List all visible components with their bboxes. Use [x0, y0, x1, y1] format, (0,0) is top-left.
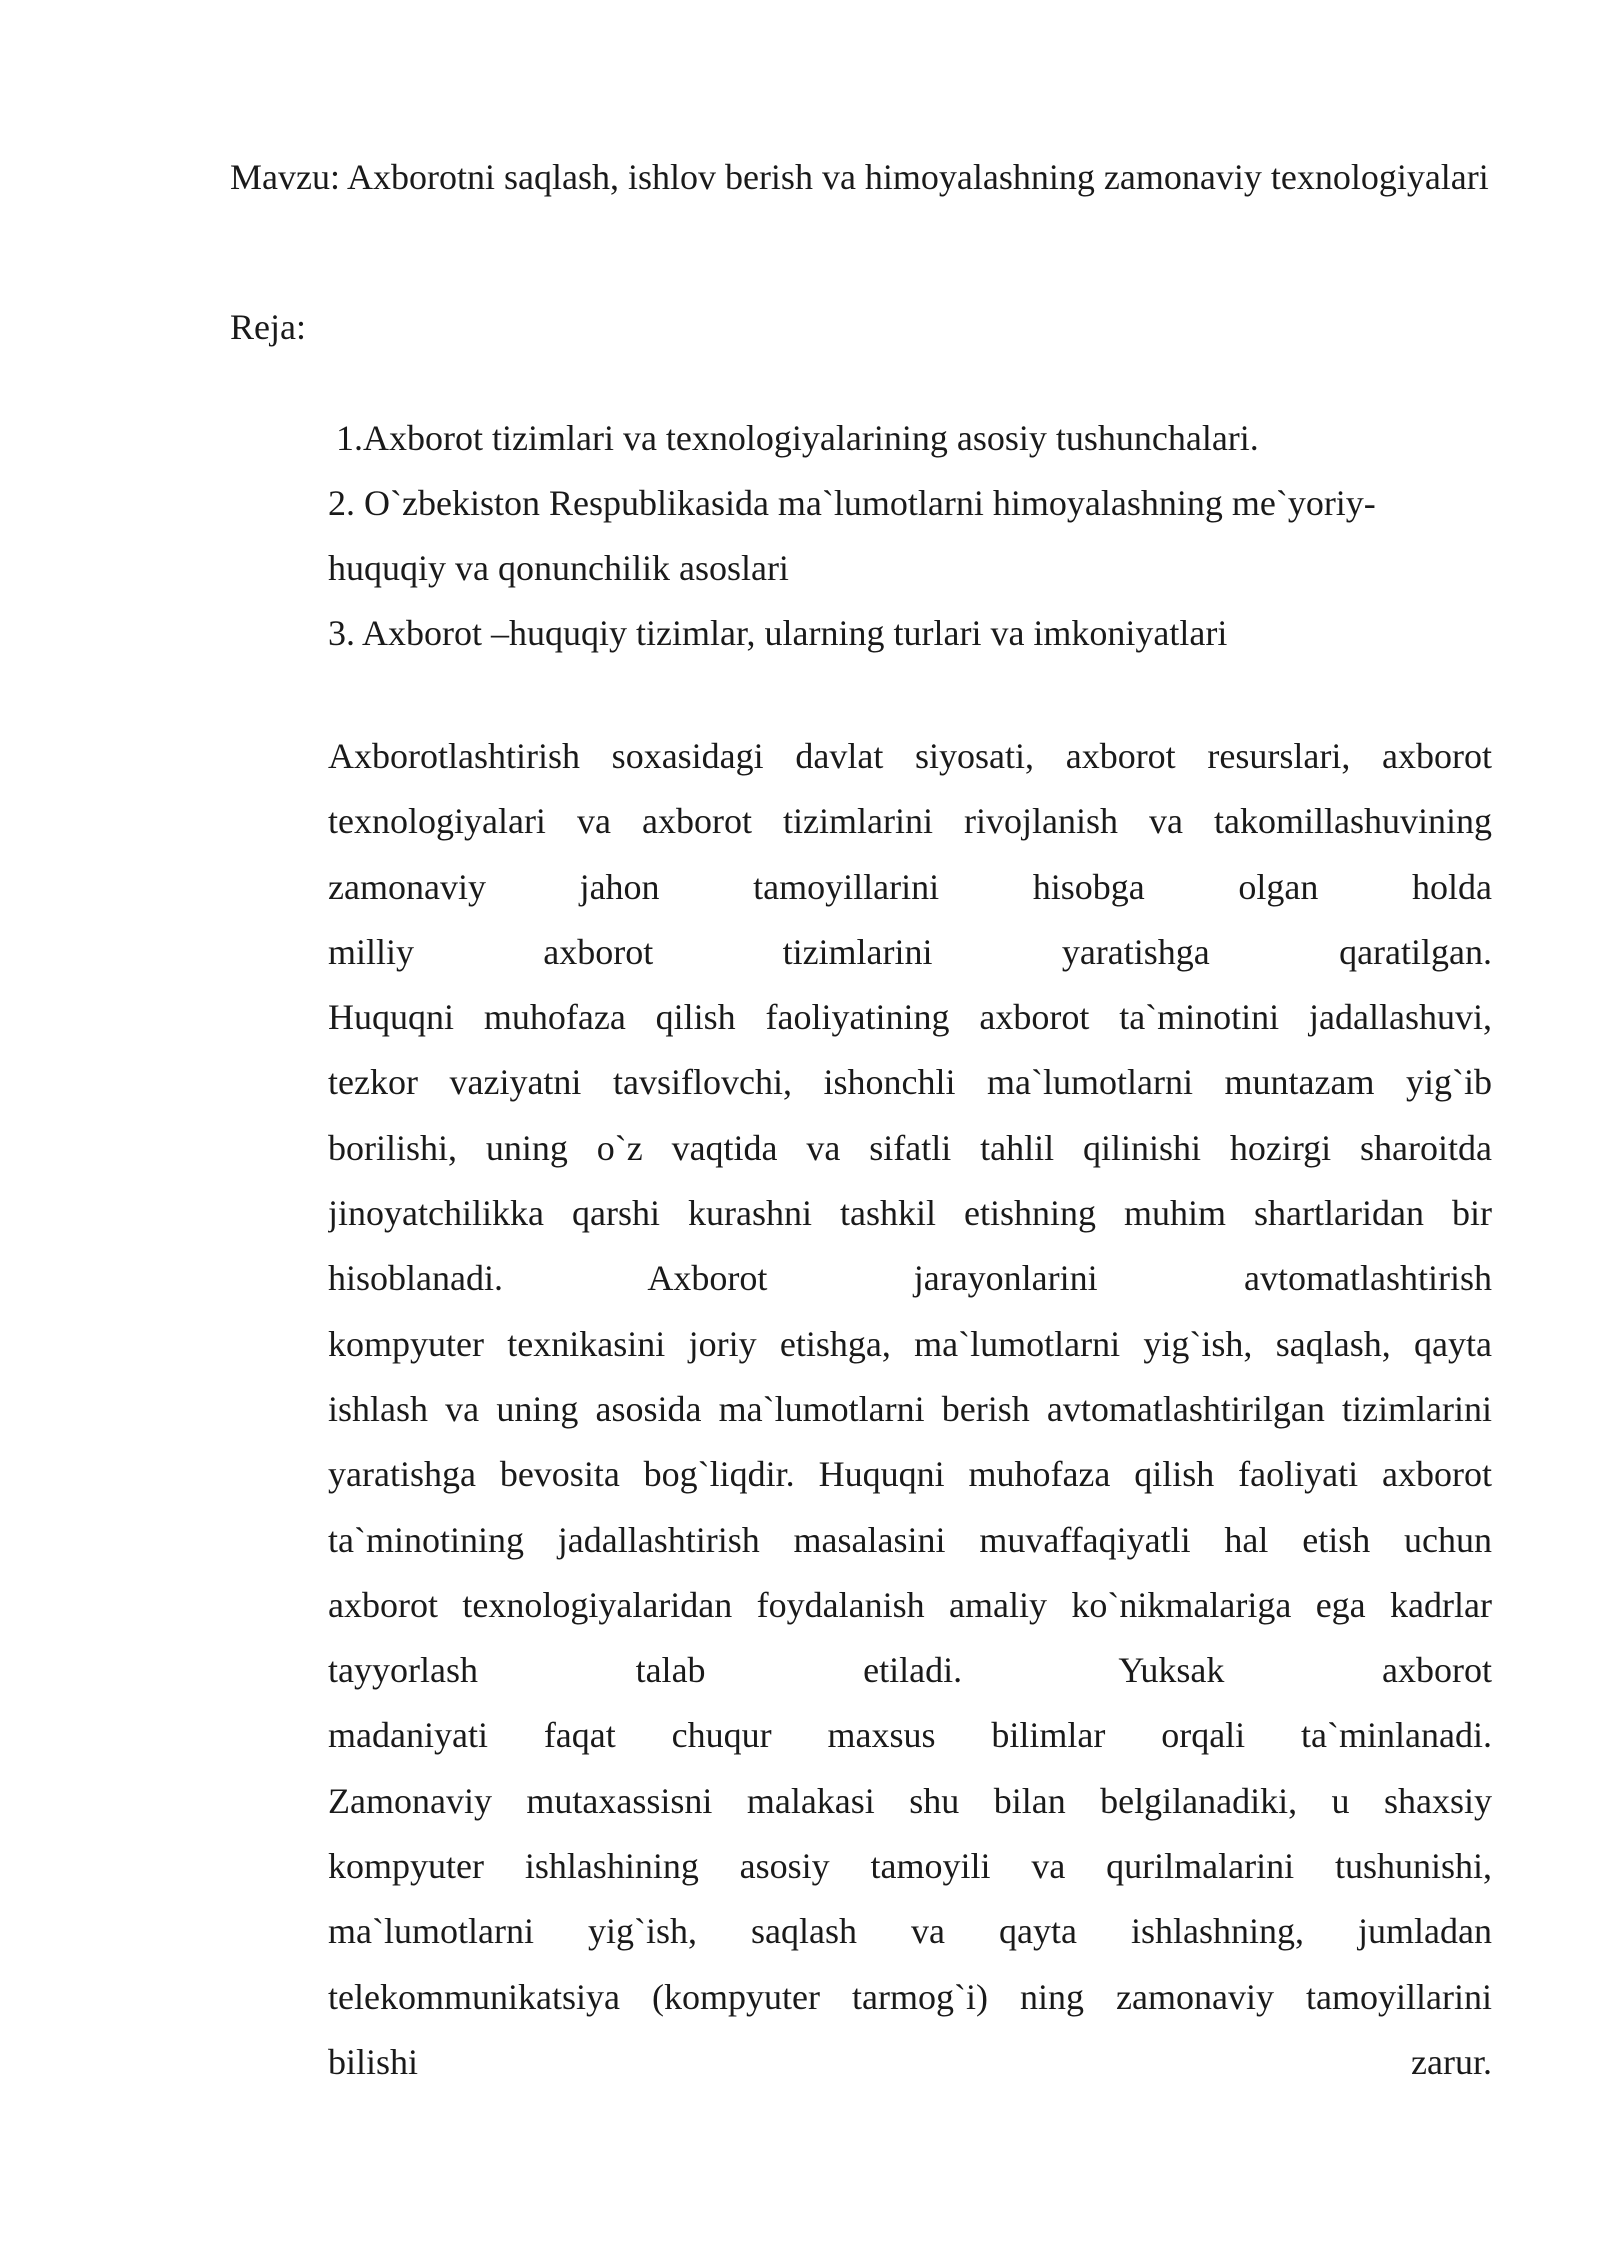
body-paragraph: [328, 724, 1492, 2095]
body-line: ishlash va uning asosida ma`lumotlarni berish avtomatlashtirilgan tizimlarini: [328, 1388, 1492, 1429]
body-line: Huquqni muhofaza qilish faoliyatining axborot ta`minotini jadallashuvi,: [328, 997, 1492, 1038]
body-line: milliy axborot tizimlarini yaratishga qaratilgan.: [328, 931, 1492, 972]
body-line: axborot texnologiyalaridan foydalanish amaliy ko`nikmalariga ega kadrlar: [328, 1584, 1492, 1625]
body-line: Zamonaviy mutaxassisni malakasi shu bilan belgilanadiki, u shaxsiy: [328, 1780, 1492, 1821]
body-line: tayyorlash talab etiladi. Yuksak axborot: [328, 1650, 1492, 1691]
plan-item: 2. O`zbekiston Respublikasida ma`lumotlarni himoyalashning me`yoriy-: [328, 483, 1376, 523]
body-line: telekommunikatsiya (kompyuter tarmog`i) ning zamonaviy tamoyillarini: [328, 1976, 1492, 2017]
body-line: zamonaviy jahon tamoyillarini hisobga olgan holda: [328, 866, 1492, 907]
body-line: kompyuter texnikasini joriy etishga, ma`lumotlarni yig`ish, saqlash, qayta: [328, 1323, 1492, 1364]
body-line: kompyuter ishlashining asosiy tamoyili va qurilmalarini tushunishi,: [328, 1846, 1492, 1887]
body-line: ma`lumotlarni yig`ish, saqlash va qayta ishlashning, jumladan: [328, 1911, 1492, 1952]
body-line: borilishi, uning o`z vaqtida va sifatli tahlil qilinishi hozirgi sharoitda: [328, 1127, 1492, 1168]
plan-item: 1.Axborot tizimlari va texnologiyalarining asosiy tushunchalari.: [336, 418, 1259, 458]
body-line: texnologiyalari va axborot tizimlarini rivojlanish va takomillashuvining: [328, 801, 1492, 842]
plan-heading: Reja:: [230, 307, 306, 347]
plan-item: 3. Axborot –huquqiy tizimlar, ularning turlari va imkoniyatlari: [328, 613, 1228, 653]
body-line: bilishi zarur.: [328, 2041, 1492, 2082]
plan-list: [328, 406, 1492, 666]
document-title: Mavzu: Axborotni saqlash, ishlov berish va himoyalashning zamonaviy texnologiyalari: [230, 157, 1489, 197]
body-line: tezkor vaziyatni tavsiflovchi, ishonchli ma`lumotlarni muntazam yig`ib: [328, 1062, 1492, 1103]
plan-item: huquqiy va qonunchilik asoslari: [328, 548, 789, 588]
body-line: jinoyatchilikka qarshi kurashni tashkil etishning muhim shartlaridan bir: [328, 1193, 1492, 1234]
body-line: ta`minotining jadallashtirish masalasini muvaffaqiyatli hal etish uchun: [328, 1519, 1492, 1560]
body-line: yaratishga bevosita bog`liqdir. Huquqni muhofaza qilish faoliyati axborot: [328, 1454, 1492, 1495]
body-line: madaniyati faqat chuqur maxsus bilimlar orqali ta`minlanadi.: [328, 1715, 1492, 1756]
body-line: hisoblanadi. Axborot jarayonlarini avtomatlashtirish: [328, 1258, 1492, 1299]
body-line: Axborotlashtirish soxasidagi davlat siyosati, axborot resurslari, axborot: [328, 736, 1492, 776]
